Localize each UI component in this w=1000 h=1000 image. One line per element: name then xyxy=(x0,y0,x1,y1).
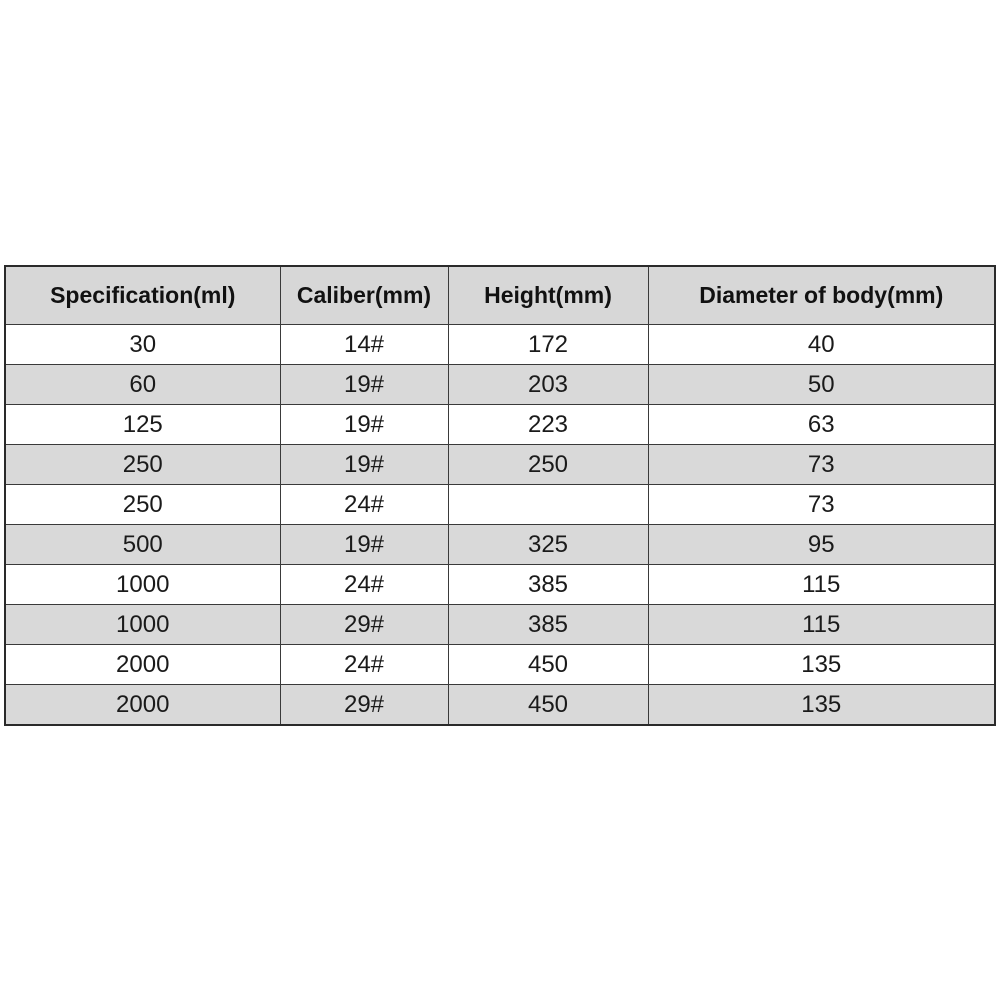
cell-diameter: 50 xyxy=(648,365,995,405)
table-row xyxy=(5,485,995,525)
cell-specification: 125 xyxy=(5,405,280,445)
cell-specification: 60 xyxy=(5,365,280,405)
cell-specification: 30 xyxy=(5,325,280,365)
cell-height: 250 xyxy=(448,445,648,485)
table-row xyxy=(5,645,995,685)
cell-diameter: 63 xyxy=(648,405,995,445)
cell-diameter: 115 xyxy=(648,565,995,605)
cell-specification: 250 xyxy=(5,445,280,485)
table-row xyxy=(5,685,995,726)
cell-height: 385 xyxy=(448,605,648,645)
cell-height: 203 xyxy=(448,365,648,405)
header-row xyxy=(5,266,995,325)
cell-caliber: 29# xyxy=(280,605,448,645)
cell-diameter: 73 xyxy=(648,445,995,485)
header-specification: Specification(ml) xyxy=(5,266,280,325)
cell-caliber: 24# xyxy=(280,485,448,525)
cell-height xyxy=(448,485,648,525)
table-row xyxy=(5,525,995,565)
cell-caliber: 29# xyxy=(280,685,448,726)
cell-height: 385 xyxy=(448,565,648,605)
cell-diameter: 135 xyxy=(648,685,995,726)
header-caliber: Caliber(mm) xyxy=(280,266,448,325)
cell-diameter: 95 xyxy=(648,525,995,565)
header-diameter: Diameter of body(mm) xyxy=(648,266,995,325)
cell-caliber: 19# xyxy=(280,445,448,485)
table-row xyxy=(5,605,995,645)
cell-diameter: 115 xyxy=(648,605,995,645)
cell-specification: 500 xyxy=(5,525,280,565)
cell-height: 172 xyxy=(448,325,648,365)
cell-caliber: 24# xyxy=(280,565,448,605)
cell-specification: 1000 xyxy=(5,565,280,605)
cell-caliber: 14# xyxy=(280,325,448,365)
specification-table xyxy=(4,265,996,726)
cell-height: 450 xyxy=(448,645,648,685)
cell-caliber: 19# xyxy=(280,405,448,445)
cell-diameter: 73 xyxy=(648,485,995,525)
table-row xyxy=(5,445,995,485)
cell-height: 223 xyxy=(448,405,648,445)
cell-diameter: 40 xyxy=(648,325,995,365)
cell-specification: 2000 xyxy=(5,685,280,726)
table-row xyxy=(5,365,995,405)
header-height: Height(mm) xyxy=(448,266,648,325)
table-row xyxy=(5,565,995,605)
cell-height: 450 xyxy=(448,685,648,726)
table-header xyxy=(5,266,995,325)
table-body xyxy=(5,325,995,726)
table-row xyxy=(5,405,995,445)
cell-diameter: 135 xyxy=(648,645,995,685)
cell-caliber: 24# xyxy=(280,645,448,685)
cell-specification: 2000 xyxy=(5,645,280,685)
cell-specification: 250 xyxy=(5,485,280,525)
cell-specification: 1000 xyxy=(5,605,280,645)
cell-caliber: 19# xyxy=(280,365,448,405)
cell-height: 325 xyxy=(448,525,648,565)
cell-caliber: 19# xyxy=(280,525,448,565)
table-row xyxy=(5,325,995,365)
